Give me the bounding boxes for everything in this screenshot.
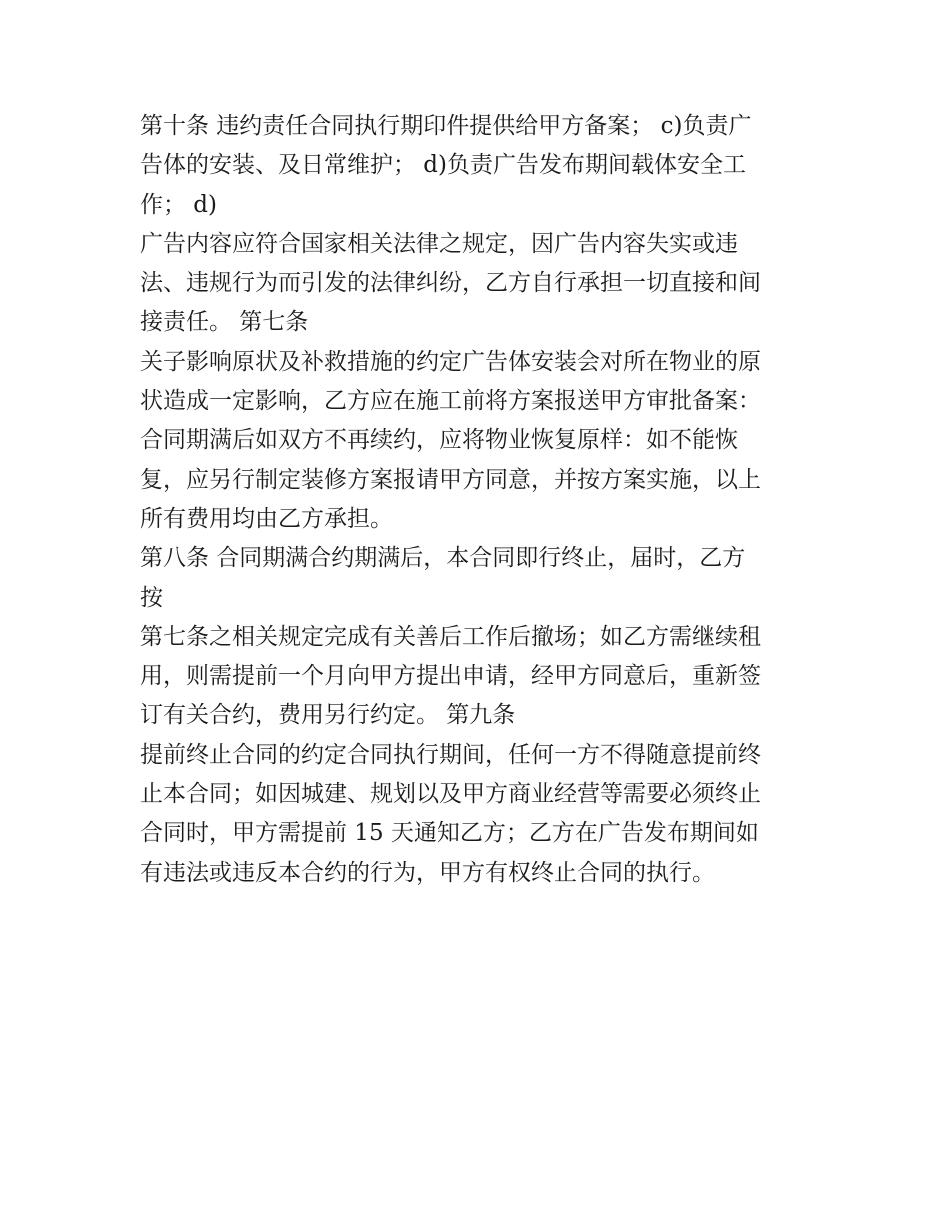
text-line: 合同时，甲方需提前 15 天通知乙方；乙方在广告发布期间如 [140,820,759,847]
text-line: 合同期满后如双方不再续约，应将物业恢复原样：如不能恢 [140,427,738,454]
text-line: 第七条之相关规定完成有关善后工作后撤场；如乙方需继续租 [140,623,761,650]
text-line: 第八条 合同期满合约期满后，本合同即行终止，届时，乙方 [140,545,746,572]
text-line: 复，应另行制定装修方案报请甲方同意，并按方案实施，以上 [140,466,761,493]
text-line: 接责任。 第七条 [140,309,309,336]
text-line: 提前终止合同的约定合同执行期间，任何一方不得随意提前终 [140,741,761,768]
text-line: 所有费用均由乙方承担。 [140,505,393,532]
text-line: 关子影响原状及补救措施的约定广告体安装会对所在物业的原 [140,348,761,375]
text-line: 订有关合约，费用另行约定。 第九条 [140,702,516,729]
text-line: 用，则需提前一个月向甲方提出申请，经甲方同意后，重新签 [140,663,761,690]
text-line: 作； d) [140,191,218,218]
text-line: 第十条 违约责任合同执行期印件提供给甲方备案； c)负责广 [140,113,752,139]
text-line: 按 [140,584,163,611]
text-line: 止本合同；如因城建、规划以及甲方商业经营等需要必须终止 [140,781,761,808]
text-line: 法、违规行为而引发的法律纠纷，乙方自行承担一切直接和间 [140,270,761,297]
document-body [140,107,830,893]
text-line: 告体的安装、及日常维护； d)负责广告发布期间载体安全工 [140,152,747,179]
text-line: 状造成一定影响，乙方应在施工前将方案报送甲方审批备案： [140,388,761,415]
text-line: 广告内容应符合国家相关法律之规定，因广告内容失实或违 [140,230,738,257]
text-line: 有违法或违反本合约的行为，甲方有权终止合同的执行。 [140,859,715,886]
